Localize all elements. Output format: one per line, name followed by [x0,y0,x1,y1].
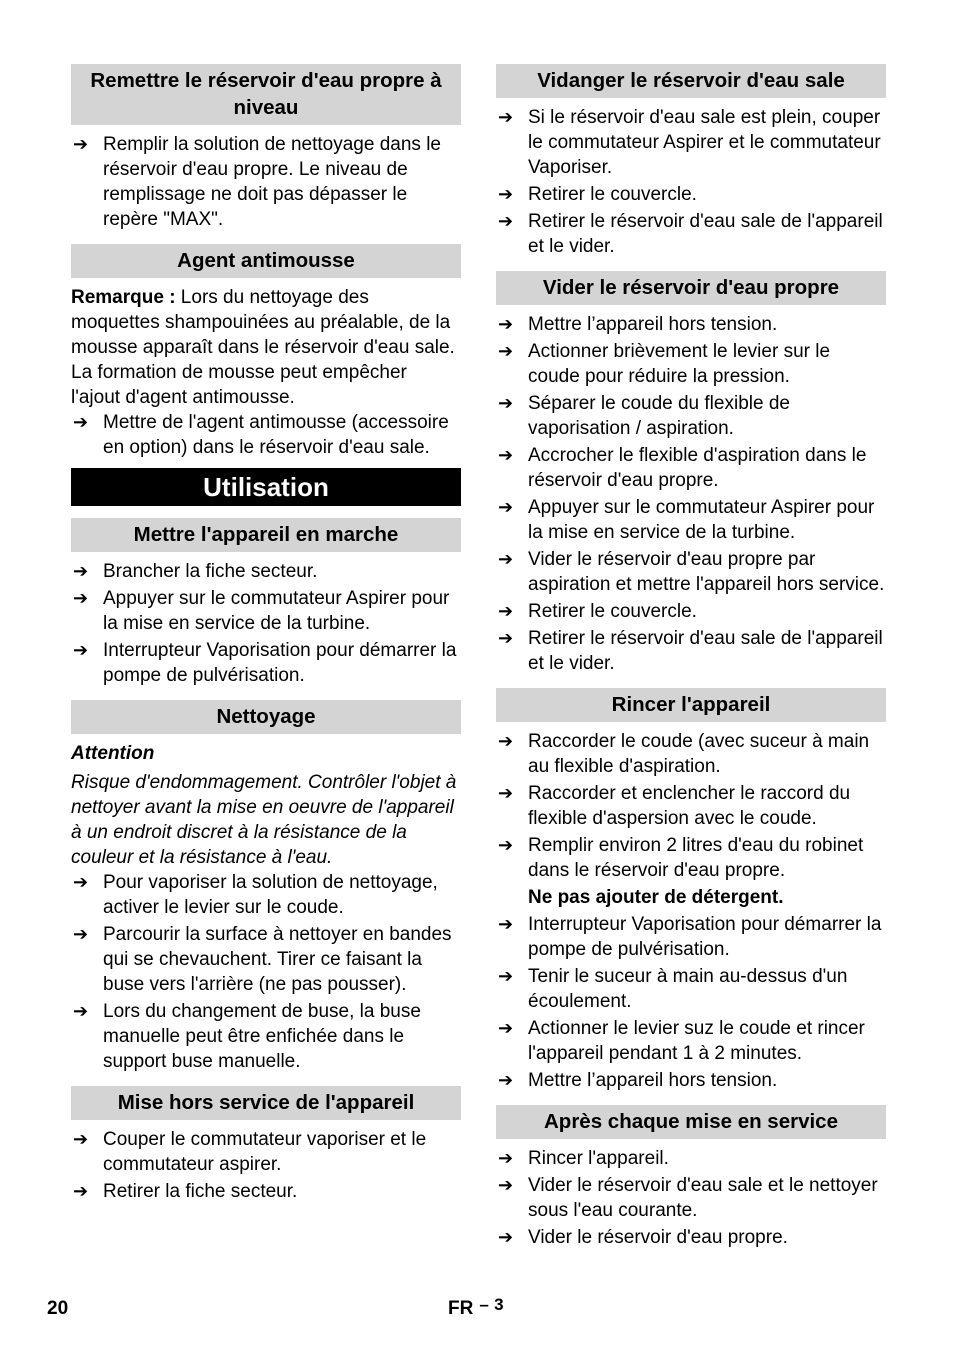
list-item-text: Actionner brièvement le levier sur le coude pour réduire la pression. [528,341,831,387]
list-item-text: Mettre l’appareil hors tension. [528,314,778,335]
list-item-text: Vider le réservoir d'eau sale et le nettoyer sous l'eau courante. [528,1175,878,1221]
list-item [71,132,461,232]
right-column [496,64,886,1252]
list-item-text: Remplir la solution de nettoyage dans le réservoir d'eau propre. Le niveau de remplissage ne doit pas dépasser le repère "MAX". [103,134,441,230]
list-item [496,833,886,883]
attention-text: Risque d'endommagement. Contrôler l'objet à nettoyer avant la mise en oeuvre de l'appareil à un endroit discret à la résistance de la couleur et la résistance à l'eau. [71,772,457,868]
arrow-right-icon: ➔ [498,966,514,986]
list-item-text: Raccorder et enclencher le raccord du flexible d'aspersion avec le coude. [528,783,851,829]
warning-note: Ne pas ajouter de détergent. [528,887,784,908]
list-item-text: Retirer la fiche secteur. [103,1181,298,1202]
footer-dash: – [479,1295,489,1314]
list-item [496,495,886,545]
note-paragraph [71,285,461,410]
list-item-text: Mettre l’appareil hors tension. [528,1070,778,1091]
arrow-right-icon: ➔ [498,835,514,855]
section-number: 3 [494,1295,504,1314]
arrow-right-icon: ➔ [498,107,514,127]
list-item [496,599,886,624]
list-item-text: Appuyer sur le commutateur Aspirer pour la mise en service de la turbine. [103,588,450,634]
note-label: Remarque : [71,287,176,308]
list-item [496,339,886,389]
list-item-text: Vider le réservoir d'eau propre par aspiration et mettre l'appareil hors service. [528,549,885,595]
list-item-text: Si le réservoir d'eau sale est plein, couper le commutateur Aspirer et le commutateur Vaporiser. [528,107,881,178]
arrow-right-icon: ➔ [498,549,514,569]
arrow-right-icon: ➔ [498,497,514,517]
arrow-right-icon: ➔ [498,1148,514,1168]
list-item [496,391,886,441]
list-item-text: Remplir environ 2 litres d'eau du robinet dans le réservoir d'eau propre. [528,835,864,881]
arrow-right-icon: ➔ [498,445,514,465]
bullet-list [496,912,886,1093]
list-item [71,1179,461,1204]
list-item-text: Raccorder le coude (avec suceur à main au flexible d'aspiration. [528,731,870,777]
arrow-right-icon: ➔ [498,628,514,648]
arrow-right-icon: ➔ [498,783,514,803]
list-item [496,1016,886,1066]
bullet-list [71,1127,461,1204]
list-item-text: Appuyer sur le commutateur Aspirer pour la mise en service de la turbine. [528,497,875,543]
list-item-text: Séparer le coude du flexible de vaporisation / aspiration. [528,393,790,439]
arrow-right-icon: ➔ [73,1001,89,1021]
section-heading: Nettoyage [71,700,461,734]
arrow-right-icon: ➔ [498,393,514,413]
list-item [496,626,886,676]
language-footer [448,1295,504,1320]
chapter-title: Utilisation [71,468,461,506]
list-item [71,638,461,688]
section-heading: Après chaque mise en service [496,1105,886,1139]
bullet-list [496,729,886,883]
list-item-text: Lors du changement de buse, la buse manuelle peut être enfichée dans le support buse manuelle. [103,1001,421,1072]
list-item-text: Retirer le couvercle. [528,184,697,205]
list-item [496,964,886,1014]
list-item [496,1068,886,1093]
list-item-text: Interrupteur Vaporisation pour démarrer la pompe de pulvérisation. [528,914,882,960]
bullet-list [71,132,461,232]
attention-title: Attention [71,743,155,764]
arrow-right-icon: ➔ [498,341,514,361]
arrow-right-icon: ➔ [73,872,89,892]
arrow-right-icon: ➔ [498,314,514,334]
list-item-text: Mettre de l'agent antimousse (accessoire en option) dans le réservoir d'eau sale. [103,412,449,458]
list-item-text: Accrocher le flexible d'aspiration dans le réservoir d'eau propre. [528,445,867,491]
arrow-right-icon: ➔ [498,731,514,751]
list-item [496,1146,886,1171]
arrow-right-icon: ➔ [73,561,89,581]
arrow-right-icon: ➔ [498,184,514,204]
list-item-text: Retirer le réservoir d'eau sale de l'appareil et le vider. [528,628,883,674]
language-code: FR [448,1298,474,1319]
list-item [71,999,461,1074]
list-item [496,312,886,337]
list-item-text: Brancher la fiche secteur. [103,561,318,582]
list-item [496,1173,886,1223]
list-item [496,209,886,259]
list-item [71,586,461,636]
list-item [496,105,886,180]
arrow-right-icon: ➔ [73,924,89,944]
list-item [496,547,886,597]
section-heading: Vider le réservoir d'eau propre [496,271,886,305]
list-item [496,443,886,493]
arrow-right-icon: ➔ [498,601,514,621]
section-heading: Remettre le réservoir d'eau propre à niveau [71,64,461,125]
list-item-text: Interrupteur Vaporisation pour démarrer la pompe de pulvérisation. [103,640,457,686]
arrow-right-icon: ➔ [73,1181,89,1201]
list-item-text: Parcourir la surface à nettoyer en bandes qui se chevauchent. Tirer ce faisant la buse vers l'arrière (ne pas pousser). [103,924,452,995]
list-item [496,781,886,831]
section-heading: Mise hors service de l'appareil [71,1086,461,1120]
bullet-list [496,312,886,676]
arrow-right-icon: ➔ [73,1129,89,1149]
arrow-right-icon: ➔ [73,134,89,154]
list-item-text: Retirer le couvercle. [528,601,697,622]
arrow-right-icon: ➔ [73,640,89,660]
list-item-text: Vider le réservoir d'eau propre. [528,1227,788,1248]
note-text: Lors du nettoyage des moquettes shampouinées au préalable, de la mousse apparaît dans le réservoir d'eau sale. La formation de mousse peut empêcher l'ajout d'agent antimousse. [71,287,455,408]
arrow-right-icon: ➔ [73,412,89,432]
list-item [71,870,461,920]
arrow-right-icon: ➔ [498,1070,514,1090]
arrow-right-icon: ➔ [498,1227,514,1247]
arrow-right-icon: ➔ [498,1175,514,1195]
arrow-right-icon: ➔ [498,1018,514,1038]
list-item-text: Couper le commutateur vaporiser et le commutateur aspirer. [103,1129,427,1175]
list-item-text: Actionner le levier suz le coude et rincer l'appareil pendant 1 à 2 minutes. [528,1018,865,1064]
bullet-list [71,410,461,460]
arrow-right-icon: ➔ [498,211,514,231]
page-number: 20 [47,1298,69,1319]
list-item [496,729,886,779]
section-heading: Agent antimousse [71,244,461,278]
bullet-list [496,1146,886,1250]
bullet-list [496,105,886,259]
arrow-right-icon: ➔ [498,914,514,934]
section-heading: Vidanger le réservoir d'eau sale [496,64,886,98]
arrow-right-icon: ➔ [73,588,89,608]
list-item [71,410,461,460]
list-item-text: Rincer l'appareil. [528,1148,669,1169]
left-column [71,64,461,1206]
bullet-list [71,559,461,688]
list-item [496,1225,886,1250]
bullet-list [71,870,461,1074]
list-item-text: Retirer le réservoir d'eau sale de l'appareil et le vider. [528,211,883,257]
list-item-text: Tenir le suceur à main au-dessus d'un écoulement. [528,966,848,1012]
section-heading: Mettre l'appareil en marche [71,518,461,552]
list-item [496,182,886,207]
list-item [71,922,461,997]
list-item [71,559,461,584]
list-item [71,1127,461,1177]
list-item [496,912,886,962]
list-item-text: Pour vaporiser la solution de nettoyage, activer le levier sur le coude. [103,872,438,918]
section-heading: Rincer l'appareil [496,688,886,722]
